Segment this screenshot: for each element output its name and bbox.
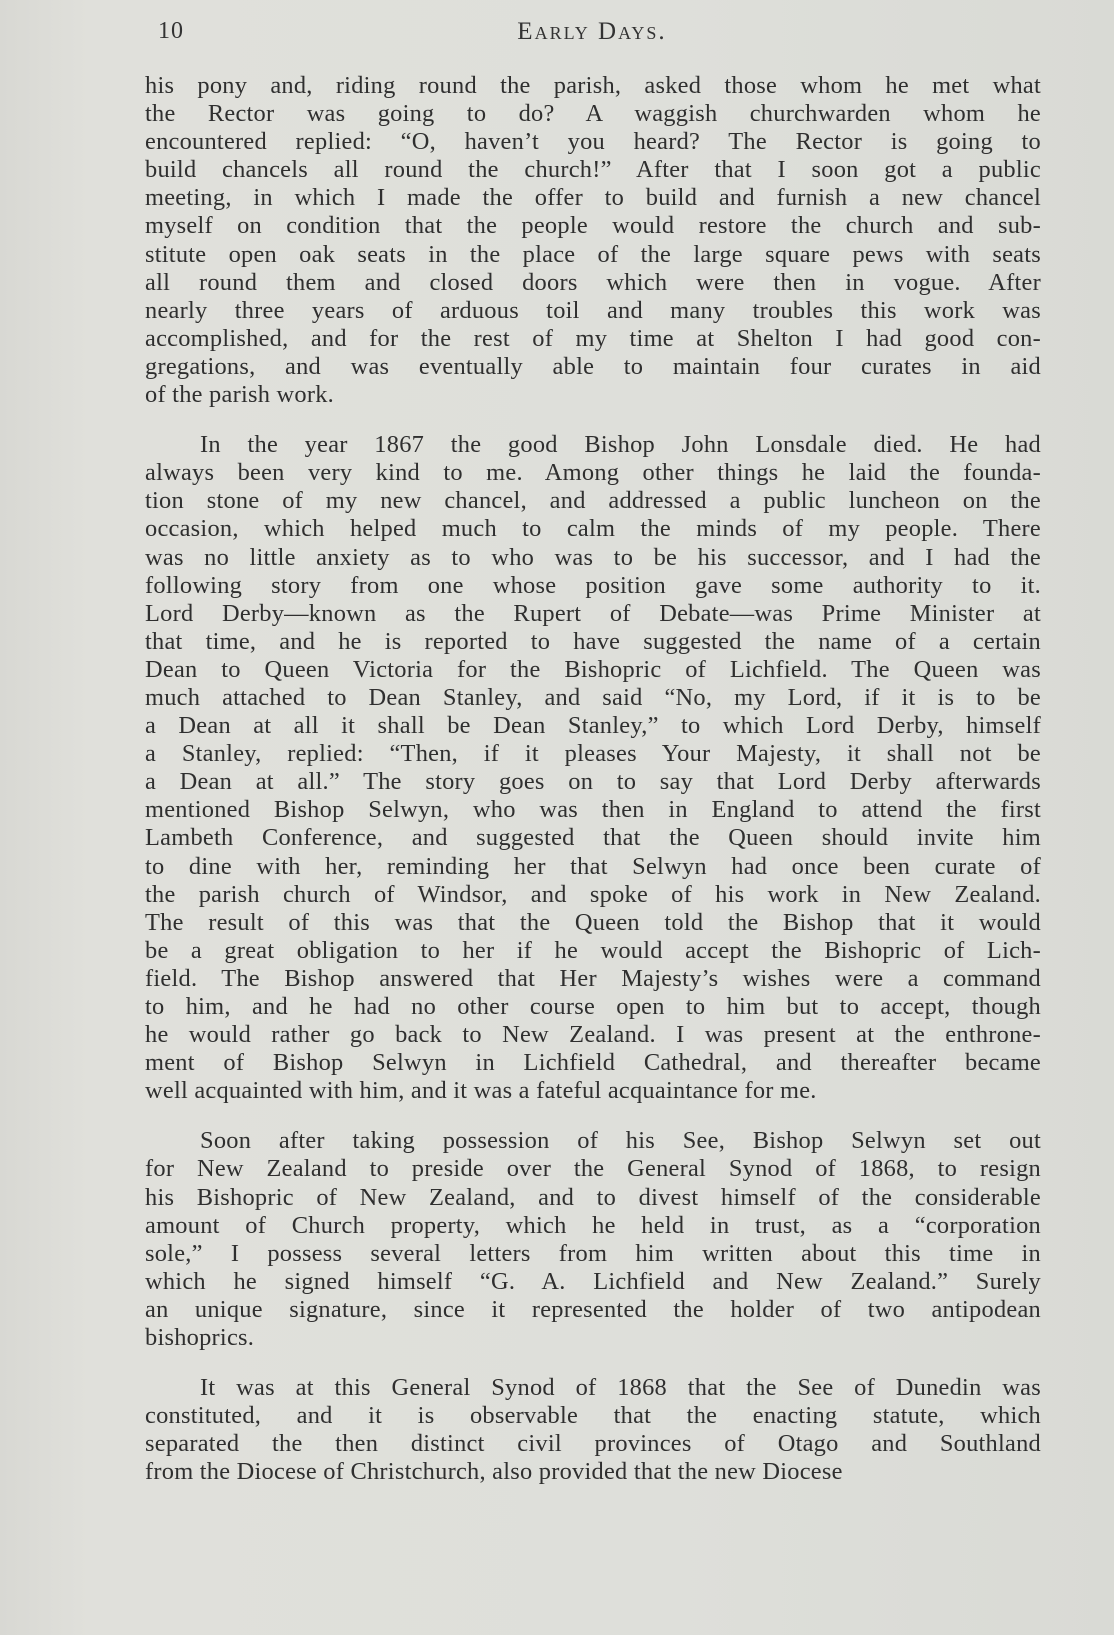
- text-line: his Bishopric of New Zealand, and to divest himself of the considerable: [145, 1183, 1041, 1211]
- paragraph: [145, 72, 1041, 409]
- page-header: [150, 18, 1034, 52]
- text-line: that time, and he is reported to have suggested the name of a certain: [145, 627, 1041, 655]
- text-line: Lord Derby—known as the Rupert of Debate—was Prime Minister at: [145, 599, 1041, 627]
- text-line: nearly three years of arduous toil and many troubles this work was: [145, 296, 1041, 324]
- text-line: well acquainted with him, and it was a fateful acquaintance for me.: [145, 1077, 817, 1105]
- text-line: mentioned Bishop Selwyn, who was then in England to attend the first: [145, 796, 1041, 824]
- text-line: for New Zealand to preside over the General Synod of 1868, to resign: [145, 1155, 1041, 1183]
- text-line: Dean to Queen Victoria for the Bishopric of Lichfield. The Queen was: [145, 655, 1041, 683]
- text-line: much attached to Dean Stanley, and said “No, my Lord, if it is to be: [145, 683, 1041, 711]
- text-line: meeting, in which I made the offer to build and furnish a new chancel: [145, 184, 1041, 212]
- text-line: stitute open oak seats in the place of the large square pews with seats: [145, 240, 1041, 268]
- paragraph: [145, 1374, 1041, 1486]
- text-line: always been very kind to me. Among other things he laid the founda-: [145, 459, 1041, 487]
- text-line: accomplished, and for the rest of my time at Shelton I had good con-: [145, 324, 1041, 352]
- text-line: the Rector was going to do? A waggish churchwarden whom he: [145, 100, 1041, 128]
- text-line: bishoprics.: [145, 1324, 255, 1352]
- text-line: field. The Bishop answered that Her Majesty’s wishes were a command: [145, 964, 1041, 992]
- page-number: 10: [158, 18, 184, 44]
- text-line: to dine with her, reminding her that Selwyn had once been curate of: [145, 852, 1041, 880]
- text-line: his pony and, riding round the parish, asked those whom he met what: [145, 72, 1041, 99]
- text-line: all round them and closed doors which were then in vogue. After: [145, 268, 1041, 296]
- text-line: separated the then distinct civil provinces of Otago and Southland: [145, 1430, 1041, 1458]
- running-head: Early Days.: [517, 18, 667, 45]
- text-line: to him, and he had no other course open to him but to accept, though: [145, 993, 1041, 1020]
- text-line: he would rather go back to New Zealand. I was present at the enthrone-: [145, 1021, 1041, 1049]
- text-line: encountered replied: “O, haven’t you heard? The Rector is going to: [145, 128, 1041, 156]
- paragraph: [145, 431, 1041, 1105]
- text-line: ment of Bishop Selwyn in Lichfield Cathedral, and thereafter became: [145, 1049, 1041, 1077]
- text-line: The result of this was that the Queen told the Bishop that it would: [145, 908, 1041, 936]
- text-line: an unique signature, since it represented the holder of two antipodean: [145, 1295, 1041, 1323]
- text-line: of the parish work.: [145, 381, 334, 409]
- text-line: Lambeth Conference, and suggested that the Queen should invite him: [145, 824, 1041, 852]
- text-line: gregations, and was eventually able to maintain four curates in aid: [145, 352, 1041, 380]
- text-line: It was at this General Synod of 1868 that the See of Dunedin was: [200, 1374, 1041, 1402]
- text-line: Soon after taking possession of his See, Bishop Selwyn set out: [200, 1127, 1041, 1155]
- text-line: tion stone of my new chancel, and addressed a public luncheon on the: [145, 487, 1041, 515]
- text-line: constituted, and it is observable that the enacting statute, which: [145, 1402, 1041, 1430]
- text-line: which he signed himself “G. A. Lichfield and New Zealand.” Surely: [145, 1267, 1041, 1295]
- body-text: [145, 72, 1041, 1487]
- text-line: following story from one whose position gave some authority to it.: [145, 571, 1041, 599]
- text-line: a Dean at all it shall be Dean Stanley,” to which Lord Derby, himself: [145, 712, 1041, 740]
- text-line: a Stanley, replied: “Then, if it pleases Your Majesty, it shall not be: [145, 740, 1041, 768]
- text-line: build chancels all round the church!” After that I soon got a public: [145, 156, 1041, 184]
- text-line: from the Diocese of Christchurch, also provided that the new Diocese: [145, 1458, 843, 1486]
- text-line: amount of Church property, which he held in trust, as a “corporation: [145, 1211, 1041, 1239]
- text-line: myself on condition that the people would restore the church and sub-: [145, 212, 1041, 240]
- text-line: In the year 1867 the good Bishop John Lonsdale died. He had: [200, 431, 1041, 459]
- text-line: was no little anxiety as to who was to be his successor, and I had the: [145, 543, 1041, 571]
- paragraph: [145, 1127, 1041, 1352]
- text-line: sole,” I possess several letters from him written about this time in: [145, 1239, 1041, 1267]
- text-line: occasion, which helped much to calm the minds of my people. There: [145, 515, 1041, 543]
- text-line: the parish church of Windsor, and spoke of his work in New Zealand.: [145, 880, 1041, 908]
- text-line: a Dean at all.” The story goes on to say that Lord Derby afterwards: [145, 768, 1041, 796]
- text-line: be a great obligation to her if he would accept the Bishopric of Lich-: [145, 936, 1041, 964]
